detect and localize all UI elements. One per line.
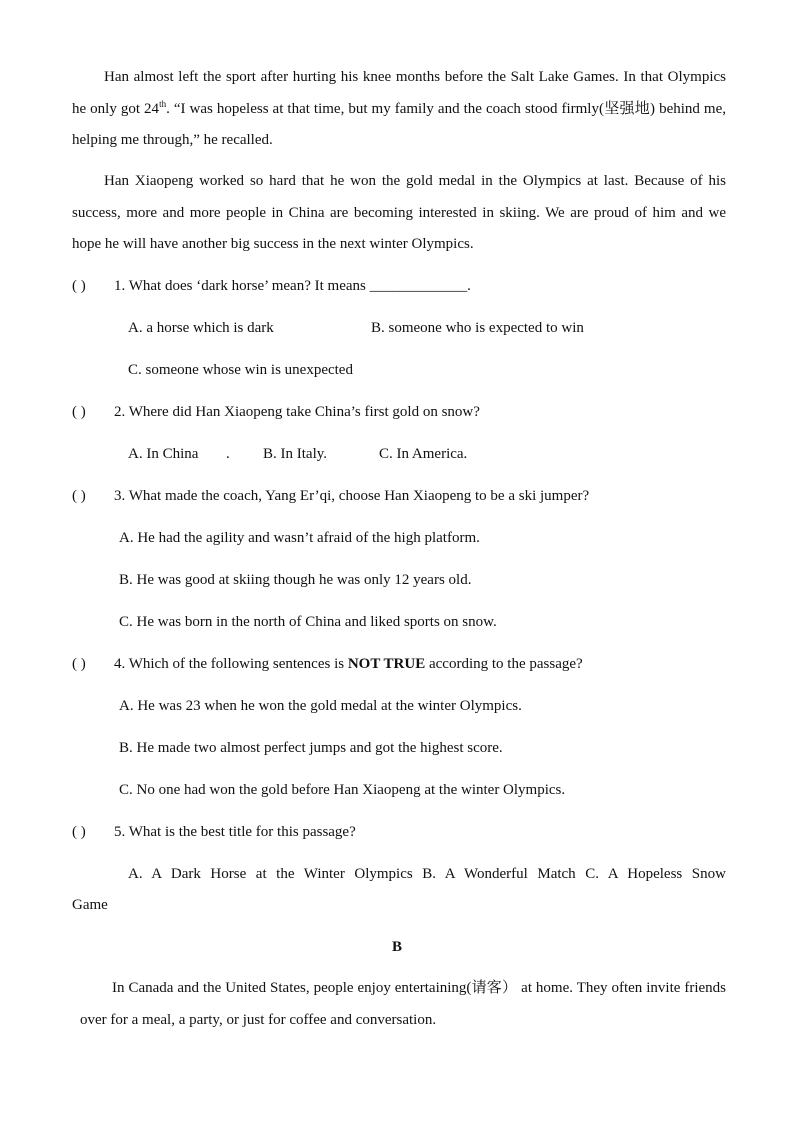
question-3-option-a: A. He had the agility and wasn’t afraid of the high platform. bbox=[119, 530, 480, 546]
question-1 bbox=[72, 276, 471, 296]
question-3-option-b: B. He was good at skiing though he was only 12 years old. bbox=[119, 572, 472, 588]
question-stem: 3. What made the coach, Yang Er’qi, choose Han Xiaopeng to be a ski jumper? bbox=[114, 488, 590, 504]
paragraph-text: Han almost left the sport after hurting his knee months before the Salt Lake Games. In that Olympics he only got 24 bbox=[72, 69, 726, 117]
question-3-option-c: C. He was born in the north of China and liked sports on snow. bbox=[119, 614, 497, 630]
question-stem: 2. Where did Han Xiaopeng take China’s first gold on snow? bbox=[114, 404, 480, 420]
question-2-option-b: B. In Italy. bbox=[263, 446, 328, 462]
question-emphasis: NOT TRUE bbox=[347, 656, 426, 672]
question-stem: 4. Which of the following sentences is bbox=[114, 656, 348, 672]
question-5-options: A. A Dark Horse at the Winter Olympics B. A Wonderful Match C. A Hopeless Snow bbox=[128, 866, 726, 882]
answer-bracket[interactable]: ( ) bbox=[72, 824, 86, 840]
answer-bracket[interactable]: ( ) bbox=[72, 278, 86, 294]
paragraph-text: . “I was hopeless at that time, but my family and the coach stood firmly(坚强地) behind me, helping me through,” he recalled. bbox=[72, 100, 726, 148]
question-4 bbox=[72, 654, 583, 674]
question-5 bbox=[72, 822, 356, 842]
question-stem: according to the passage? bbox=[425, 656, 583, 672]
question-3 bbox=[72, 486, 589, 506]
question-4-option-c: C. No one had won the gold before Han Xiaopeng at the winter Olympics. bbox=[119, 782, 566, 798]
question-1-option-b: B. someone who is expected to win bbox=[371, 320, 584, 336]
section-b-heading: B bbox=[391, 939, 402, 955]
question-4-option-a: A. He was 23 when he won the gold medal at the winter Olympics. bbox=[119, 698, 522, 714]
question-4-option-b: B. He made two almost perfect jumps and got the highest score. bbox=[119, 740, 503, 756]
question-2 bbox=[72, 402, 480, 422]
answer-bracket[interactable]: ( ) bbox=[72, 404, 86, 420]
passage-paragraph-2: Han Xiaopeng worked so hard that he won the gold medal in the Olympics at last. Because of his success, more and more people in China are becoming interested in skiing. We are proud of him and we hope he will have another big success in the next winter Olympics. bbox=[72, 173, 726, 252]
question-2-option-a: A. In China bbox=[128, 446, 199, 462]
question-2-stray-period: . bbox=[226, 446, 230, 462]
question-5-options-wrap: Game bbox=[72, 897, 108, 913]
passage-paragraph-1 bbox=[72, 62, 726, 157]
section-b-paragraph: In Canada and the United States, people enjoy entertaining(请客） at home. They often invite friends over for a meal, a party, or just for coffee and conversation. bbox=[80, 980, 726, 1028]
answer-bracket[interactable]: ( ) bbox=[72, 488, 86, 504]
answer-bracket[interactable]: ( ) bbox=[72, 656, 86, 672]
question-stem: 1. What does ‘dark horse’ mean? It means _____________. bbox=[114, 278, 471, 294]
question-2-option-c: C. In America. bbox=[379, 446, 468, 462]
question-1-option-a: A. a horse which is dark bbox=[128, 320, 274, 336]
question-1-option-c: C. someone whose win is unexpected bbox=[128, 362, 353, 378]
question-stem: 5. What is the best title for this passage? bbox=[114, 824, 356, 840]
superscript-th: th bbox=[159, 98, 167, 109]
